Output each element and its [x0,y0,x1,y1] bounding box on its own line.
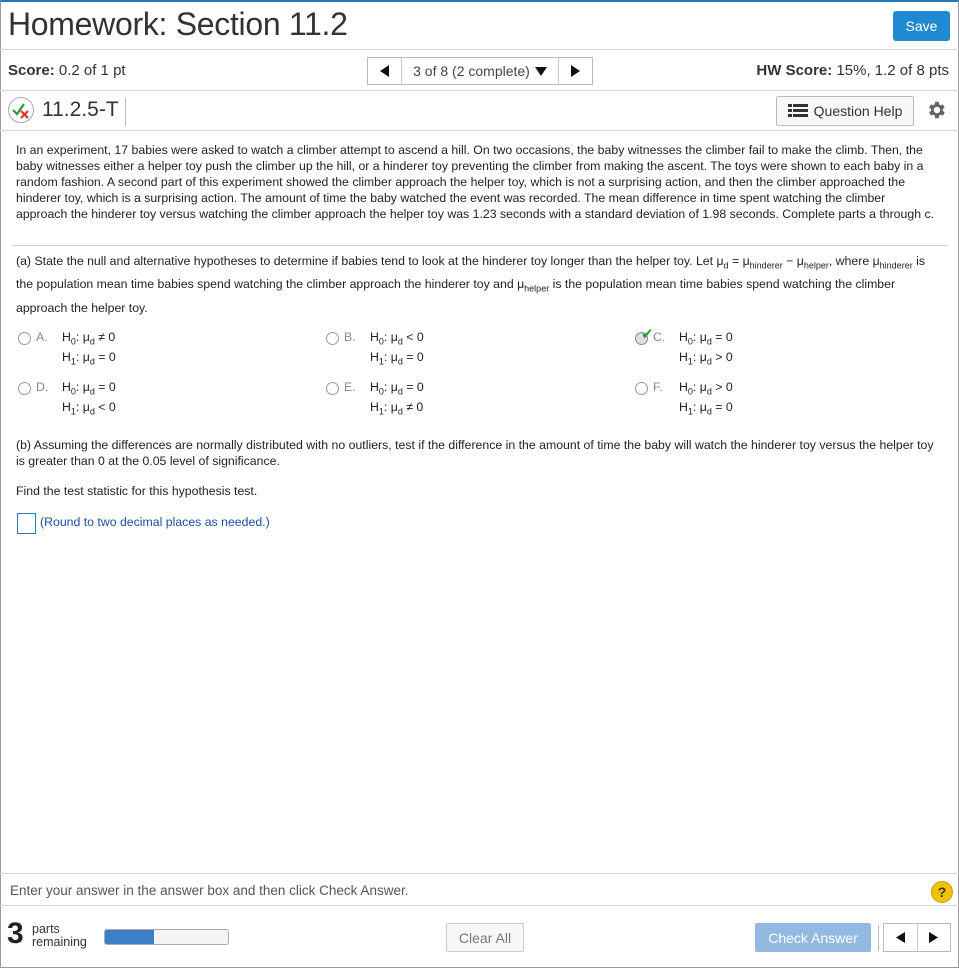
subscript: d [397,406,403,417]
hyp-mu: : μ [692,400,707,414]
hyp-value: = 0 [98,350,116,364]
null-hypothesis [370,380,424,396]
hyp-mu: : μ [75,330,90,344]
subscript: d [706,336,712,347]
hyp-h: H [62,330,71,344]
hyp-h: H [679,400,688,414]
score [8,62,126,79]
divider [0,905,959,906]
previous-question-button[interactable] [368,58,402,84]
question-navigator [367,57,593,85]
divider [0,873,959,874]
hyp-h: H [370,380,379,394]
find-prompt: Find the test statistic for this hypothesis test. [16,484,258,498]
part-b-prompt: (b) Assuming the differences are normally distributed with no outliers, test if the difference in the amount of time the baby will watch the hinderer toy versus the helper toy is greater than 0 at the 0.05 level of significance. [16,438,934,468]
option-letter: B. [344,330,356,344]
subscript: d [89,356,95,367]
round-hint: (Round to two decimal places as needed.) [40,515,270,529]
null-hypothesis [679,380,733,396]
subscript: 1 [378,406,384,417]
divider [0,49,959,50]
option-letter: C. [653,330,666,344]
hyp-value: = 0 [406,350,424,364]
radio-button[interactable] [18,332,31,345]
remaining-label: remaining [32,935,87,949]
option-f[interactable] [635,380,895,420]
partial-credit-icon [8,97,34,123]
next-question-button[interactable] [558,58,592,84]
next-question-button[interactable] [918,924,951,951]
subscript: 1 [70,356,76,367]
subscript: d [397,336,403,347]
subscript: d [706,406,712,417]
radio-button[interactable] [635,382,648,395]
subscript: 1 [70,406,76,417]
subscript: 0 [70,336,76,347]
hyp-value: > 0 [715,350,733,364]
arrow-right-icon [571,65,581,77]
question-select-dropdown[interactable] [402,63,558,79]
alternative-hypothesis [62,350,116,366]
hyp-mu: : μ [75,400,90,414]
score-value: 0.2 of 1 pt [58,62,126,79]
chevron-down-icon [535,67,547,76]
subscript: d [89,406,95,417]
subscript: d [706,386,712,397]
question-nav-buttons [883,923,951,952]
progress-bar [104,929,229,945]
hyp-value: = 0 [715,330,733,344]
part-a-text: , where μ [828,254,880,268]
gear-icon[interactable] [925,99,947,121]
question-help-button[interactable] [776,96,914,126]
hyp-mu: : μ [383,380,398,394]
hyp-h: H [62,350,71,364]
subscript: d [397,356,403,367]
option-letter: F. [653,380,663,394]
subscript: 0 [378,336,384,347]
part-a-text: is the population mean time babies spend watching the climber approach the hinderer toy and μ [16,254,926,292]
part-a-prompt [16,252,938,318]
null-hypothesis [370,330,424,346]
parts-remaining-count: 3 [7,917,24,950]
subscript: 0 [70,386,76,397]
hyp-mu: : μ [383,350,398,364]
null-hypothesis [62,380,116,396]
subscript: 0 [378,386,384,397]
hyp-h: H [370,350,379,364]
subscript: d [89,336,95,347]
hyp-value: = 0 [98,380,116,394]
hyp-mu: : μ [692,350,707,364]
previous-question-button[interactable] [884,924,918,951]
subscript: 1 [378,356,384,367]
subscript: 1 [687,356,693,367]
hyp-h: H [62,400,71,414]
answer-input[interactable] [17,513,36,534]
divider [12,245,948,246]
null-hypothesis [679,330,733,346]
question-help-label: Question Help [813,103,903,119]
subscript: hinderer [749,260,783,271]
subscript: d [706,356,712,367]
divider [0,90,959,91]
hyp-value: < 0 [406,330,424,344]
question-id: 11.2.5-T [42,98,126,126]
hyp-mu: : μ [383,330,398,344]
alternative-hypothesis [370,350,424,366]
help-icon[interactable]: ? [931,881,953,903]
progress-fill [105,930,154,944]
instruction-text: Enter your answer in the answer box and then click Check Answer. [10,883,409,898]
subscript: hinderer [879,260,913,271]
hyp-h: H [679,330,688,344]
hyp-mu: : μ [692,330,707,344]
subscript: 0 [687,386,693,397]
hyp-h: H [679,350,688,364]
radio-button[interactable] [326,332,339,345]
alternative-hypothesis [370,400,423,416]
hyp-value: = 0 [406,380,424,394]
option-d[interactable] [18,380,278,420]
parts-label: parts [32,922,60,936]
option-a[interactable] [18,330,278,370]
hyp-value: < 0 [98,400,116,414]
part-a-text: is the population mean time babies spend watching the climber approach the helper toy. [16,277,896,315]
subscript: 1 [687,406,693,417]
part-a-text: = μ [728,254,750,268]
alternative-hypothesis [679,400,733,416]
hyp-value: ≠ 0 [406,400,424,414]
hw-score [756,62,949,79]
hw-score-label: HW Score: [756,62,833,79]
null-hypothesis [62,330,115,346]
arrow-left-icon [380,65,390,77]
hyp-mu: : μ [692,380,707,394]
score-label: Score: [8,62,55,79]
hyp-h: H [370,330,379,344]
subscript: 0 [687,336,693,347]
alternative-hypothesis [679,350,733,366]
check-answer-button[interactable]: Check Answer [755,923,871,952]
checkmark-icon: ✔ [641,326,654,343]
option-c[interactable] [635,326,895,370]
subscript: helper [524,283,550,294]
hyp-value: > 0 [715,380,733,394]
part-a-text: − μ [782,254,804,268]
arrow-right-icon [929,932,938,943]
hyp-h: H [679,380,688,394]
radio-button[interactable] [326,382,339,395]
arrow-left-icon [896,932,905,943]
hyp-h: H [370,400,379,414]
part-a-text: (a) State the null and alternative hypotheses to determine if babies tend to look at the hinderer toy longer than the helper toy. Let μ [16,254,724,268]
hyp-value: = 0 [715,400,733,414]
page-title: Homework: Section 11.2 [8,6,348,42]
hw-score-value: 15%, 1.2 of 8 pts [836,62,949,79]
option-letter: A. [36,330,48,344]
option-letter: D. [36,380,49,394]
save-button[interactable]: Save [893,11,950,41]
subscript: d [89,386,95,397]
alternative-hypothesis [62,400,116,416]
option-b[interactable] [326,330,586,370]
divider [0,130,959,131]
subscript: helper [803,260,829,271]
option-e[interactable] [326,380,586,420]
question-intro: In an experiment, 17 babies were asked to watch a climber attempt to ascend a hill. On two occasions, the baby witnesses the climber fail to make the climb. Then, the baby witnesses either a helper toy push the climber up the hill, or a hinderer toy preventing the climber from making the ascent. The toys were shown to each baby in a random fashion. A second part of this experiment showed the climber approach the helper toy, which is not a surprising action, and then the climber approached the hinderer toy, which is a surprising action. The amount of time the baby watched the event was recorded. The mean difference in time spent watching the climber approach the hinderer toy versus watching the climber approach the helper toy was 1.23 seconds with a standard deviation of 1.98 seconds. Complete parts a through c. [16,143,935,221]
divider [878,925,879,951]
list-icon [788,104,808,118]
hyp-mu: : μ [75,350,90,364]
option-letter: E. [344,380,356,394]
hyp-value: ≠ 0 [98,330,116,344]
question-position: 3 of 8 (2 complete) [413,63,530,79]
parts-remaining-label [32,923,87,949]
subscript: d [397,386,403,397]
hyp-mu: : μ [75,380,90,394]
subscript: d [723,260,729,271]
hyp-mu: : μ [383,400,398,414]
clear-all-button[interactable]: Clear All [446,923,524,952]
hyp-h: H [62,380,71,394]
radio-button[interactable] [18,382,31,395]
